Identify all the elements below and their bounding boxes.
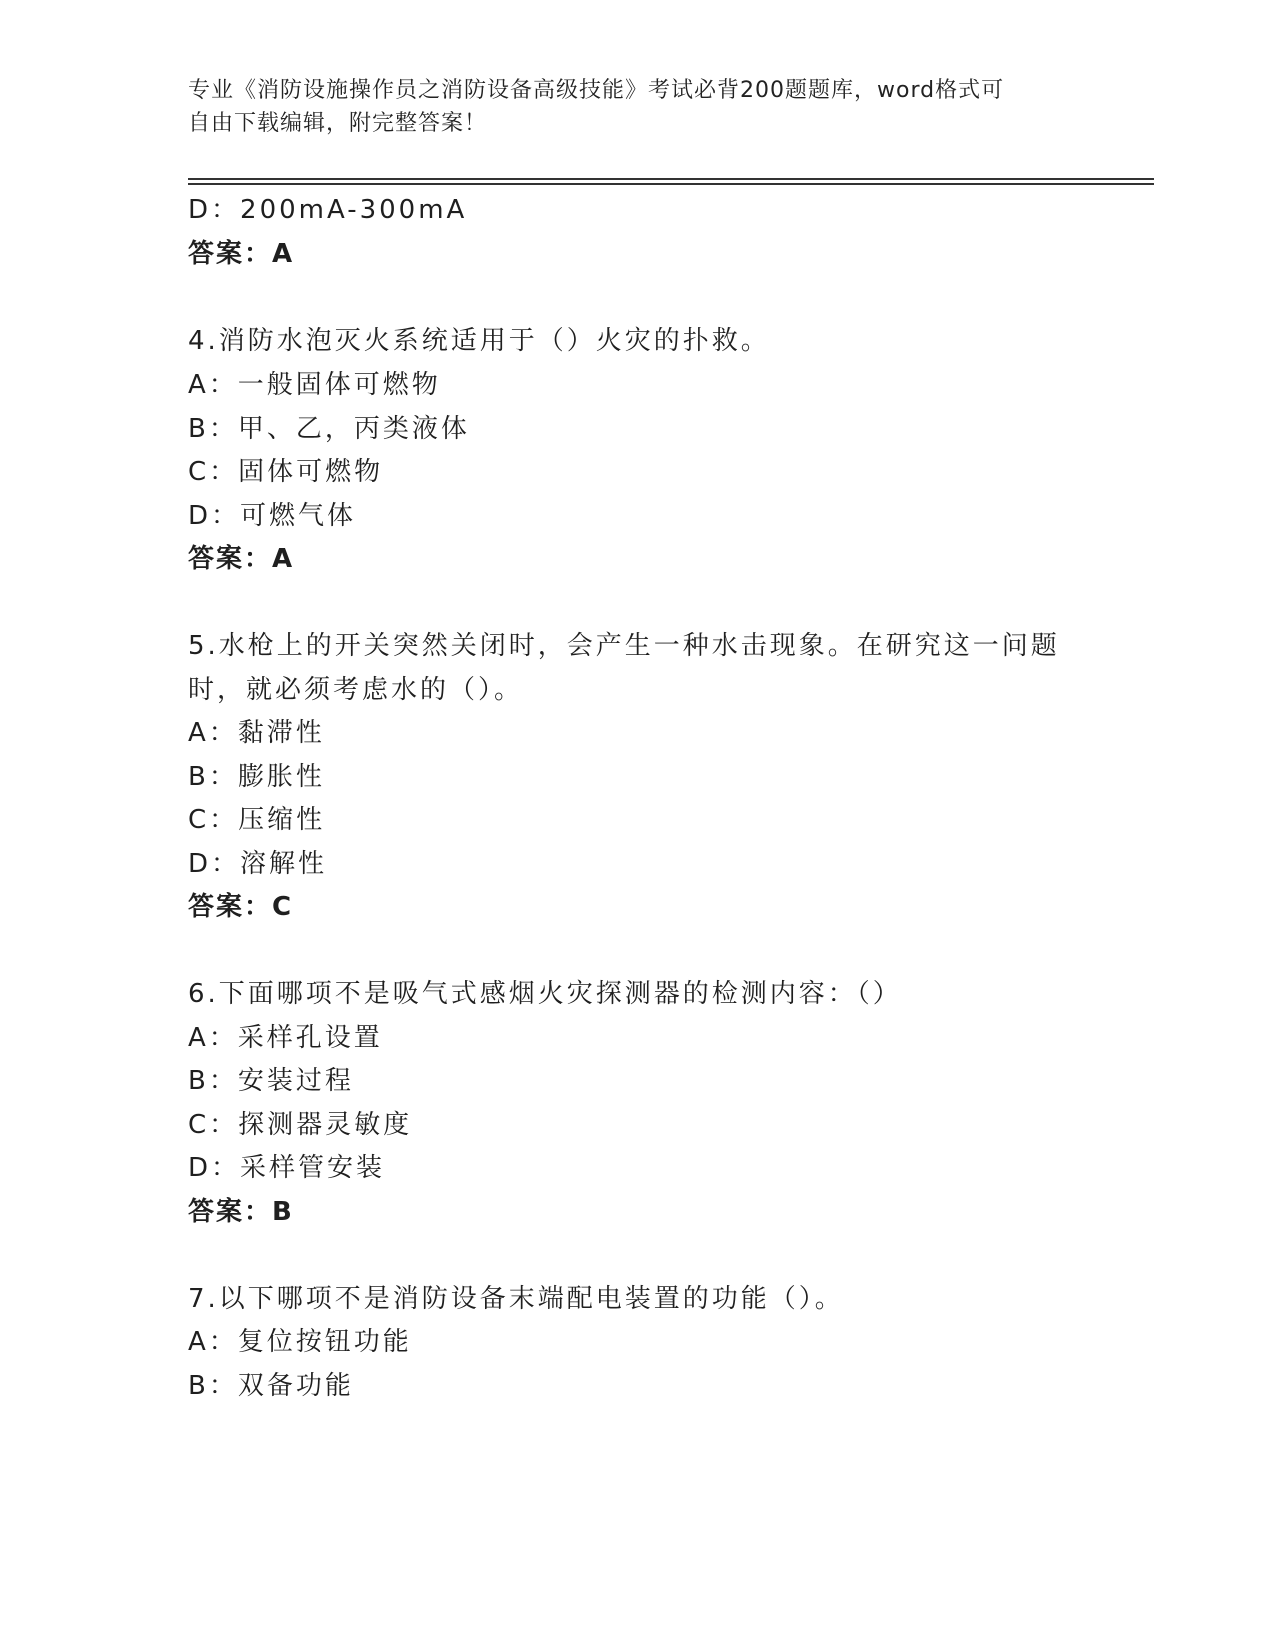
header-divider-bottom xyxy=(188,183,1154,185)
document-header xyxy=(188,74,1088,140)
q6-option-d: D：采样管安装 xyxy=(188,1153,386,1183)
q5-stem-line-2: 时，就必须考虑水的（）。 xyxy=(188,675,524,705)
q7-option-a: A：复位按钮功能 xyxy=(188,1327,412,1357)
q5-answer: 答案：C xyxy=(188,892,294,922)
q5-option-a: A：黏滞性 xyxy=(188,718,325,748)
header-divider-top xyxy=(188,178,1154,180)
header-line-1: 专业《消防设施操作员之消防设备高级技能》考试必背200题题库，word格式可 xyxy=(188,78,1005,103)
q6-option-c: C：探测器灵敏度 xyxy=(188,1110,413,1140)
header-line-2: 自由下载编辑，附完整答案！ xyxy=(188,111,488,136)
prev-answer: 答案：A xyxy=(188,239,295,269)
q5-option-b: B：膨胀性 xyxy=(188,762,325,792)
q5-stem-line-1: 5.水枪上的开关突然关闭时，会产生一种水击现象。在研究这一问题 xyxy=(188,631,1060,661)
q6-answer: 答案：B xyxy=(188,1197,294,1227)
q4-stem: 4.消防水泡灭火系统适用于（）火灾的扑救。 xyxy=(188,326,770,356)
q4-option-b: B：甲、乙，丙类液体 xyxy=(188,414,470,444)
q7-option-b: B：双备功能 xyxy=(188,1371,354,1401)
q5-option-d: D：溶解性 xyxy=(188,849,328,879)
prev-option-d: D：200mA-300mA xyxy=(188,195,468,225)
q4-option-c: C：固体可燃物 xyxy=(188,457,384,487)
q4-option-a: A：一般固体可燃物 xyxy=(188,370,441,400)
q5-option-c: C：压缩性 xyxy=(188,805,326,835)
q6-option-a: A：采样孔设置 xyxy=(188,1023,383,1053)
q4-answer: 答案：A xyxy=(188,544,295,574)
q6-stem: 6.下面哪项不是吸气式感烟火灾探测器的检测内容：（） xyxy=(188,979,902,1009)
q7-stem: 7.以下哪项不是消防设备末端配电装置的功能（）。 xyxy=(188,1284,844,1314)
q6-option-b: B：安装过程 xyxy=(188,1066,354,1096)
q4-option-d: D：可燃气体 xyxy=(188,501,357,531)
